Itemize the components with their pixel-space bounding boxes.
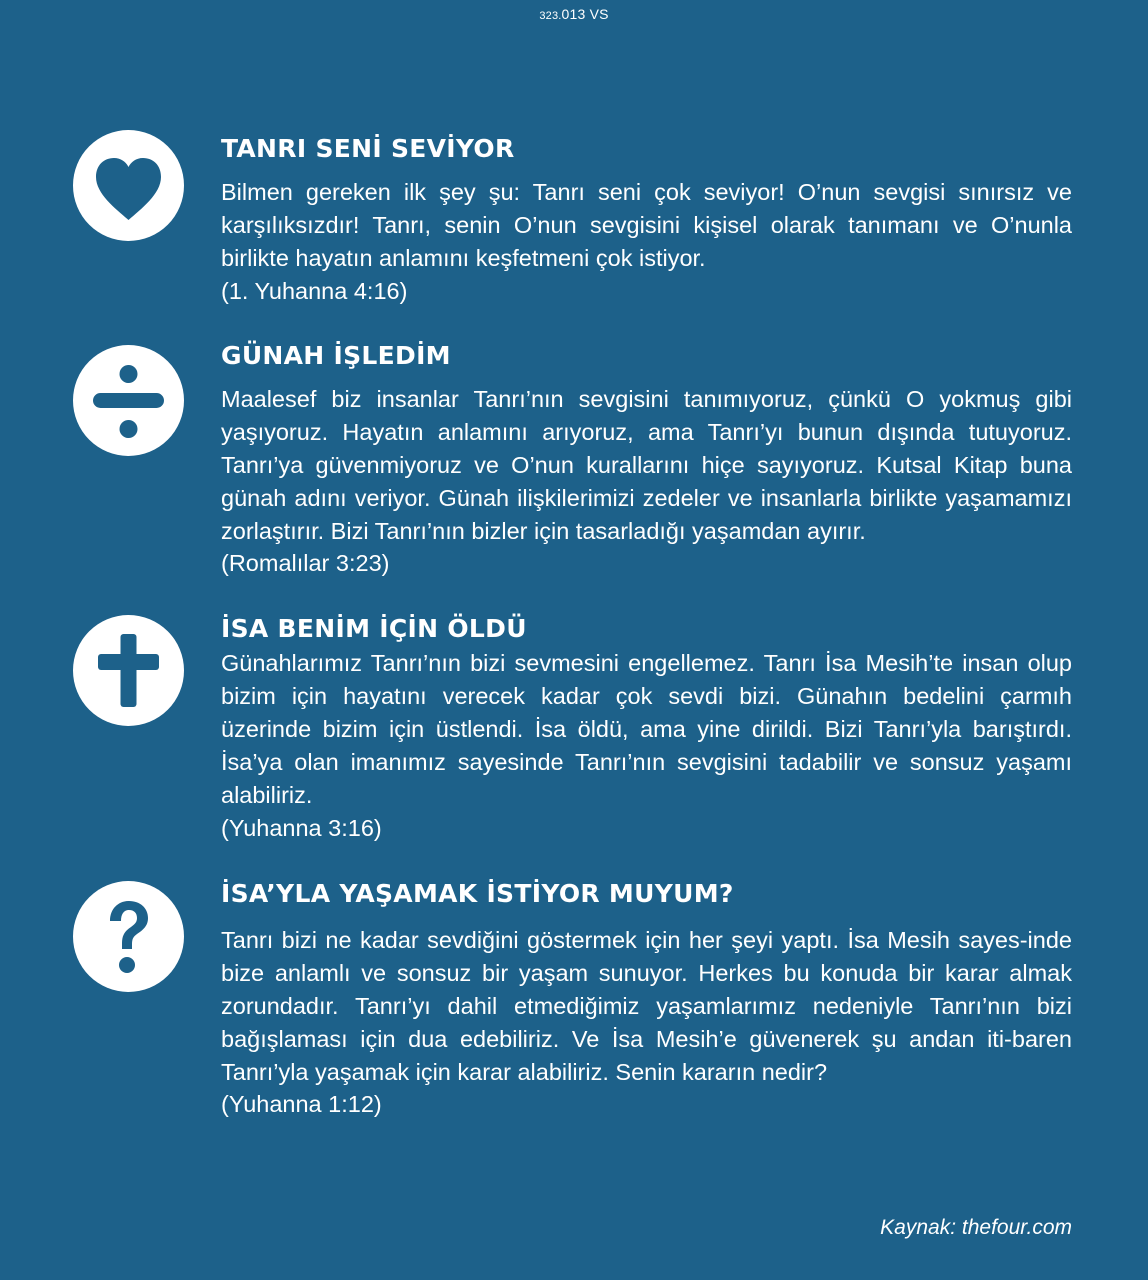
bible-reference: (1. Yuhanna 4:16) (221, 278, 408, 304)
document-code-main: 013 VS (561, 6, 609, 22)
divide-icon (73, 345, 184, 456)
section-body: Tanrı bizi ne kadar sevdiğini göstermek için her şeyi yaptı. İsa Mesih sayes-inde bize anlamlı ve sonsuz bir yaşam sunuyor. Herkes bu konuda bir karar almak zorundadır. Tanrı’yı dahil etmediğimiz yaşamlarımız nedeniyle Tanrı’nın bizi bağışlaması için dua edebiliriz. Ve İsa Mesih’e güvenerek şu andan iti-baren Tanrı’yla yaşamak için karar alabiliriz. Senin kararın nedir? (221, 927, 1072, 1085)
document-code (0, 6, 1148, 22)
cross-icon (73, 615, 184, 726)
section-title: TANRI SENİ SEVİYOR (221, 134, 515, 163)
section-body: Maalesef biz insanlar Tanrı’nın sevgisini tanımıyoruz, çünkü O yokmuş gibi yaşıyoruz. Hayatın anlamını arıyoruz, ama Tanrı’yı bunun dışında tutuyoruz. Tanrı’ya güvenmiyoruz ve O’nun kurallarını hiçe sayıyoruz. Kutsal Kitap buna günah adını veriyor. Günah ilişkilerimizi zedeler ve insanlarla birlikte yaşamamızı zorlaştırır. Bizi Tanrı’nın bizler için tasarladığı yaşamdan ayırır. (221, 386, 1072, 544)
section-body: Bilmen gereken ilk şey şu: Tanrı seni çok seviyor! O’nun sevgisi sınırsız ve karşılıksızdır! Tanrı, senin O’nun sevgisini kişisel olarak tanımanı ve O’nunla birlikte hayatın anlamını keşfetmeni çok istiyor. (221, 179, 1072, 271)
bible-reference: (Yuhanna 3:16) (221, 815, 382, 841)
document-code-prefix: 323. (539, 10, 562, 22)
section-title: GÜNAH İŞLEDİM (221, 341, 451, 370)
question-mark-icon (73, 881, 184, 992)
section-title: İSA’YLA YAŞAMAK İSTİYOR MUYUM? (221, 879, 734, 908)
bible-reference: (Romalılar 3:23) (221, 550, 390, 576)
heart-icon (73, 130, 184, 241)
section-title: İSA BENİM İÇİN ÖLDÜ (221, 614, 527, 643)
source-credit: Kaynak: thefour.com (880, 1216, 1072, 1239)
section-body: Günahlarımız Tanrı’nın bizi sevmesini engellemez. Tanrı İsa Mesih’te insan olup bizim için hayatını verecek kadar çok sevdi bizi. Günahın bedelini çarmıh üzerinde bizim için üstlendi. İsa öldü, ama yine dirildi. Bizi Tanrı’yla barıştırdı. İsa’ya olan imanımız sayesinde Tanrı’nın sevgisini tadabilir ve sonsuz yaşamı alabiliriz. (221, 650, 1072, 808)
bible-reference: (Yuhanna 1:12) (221, 1091, 382, 1117)
